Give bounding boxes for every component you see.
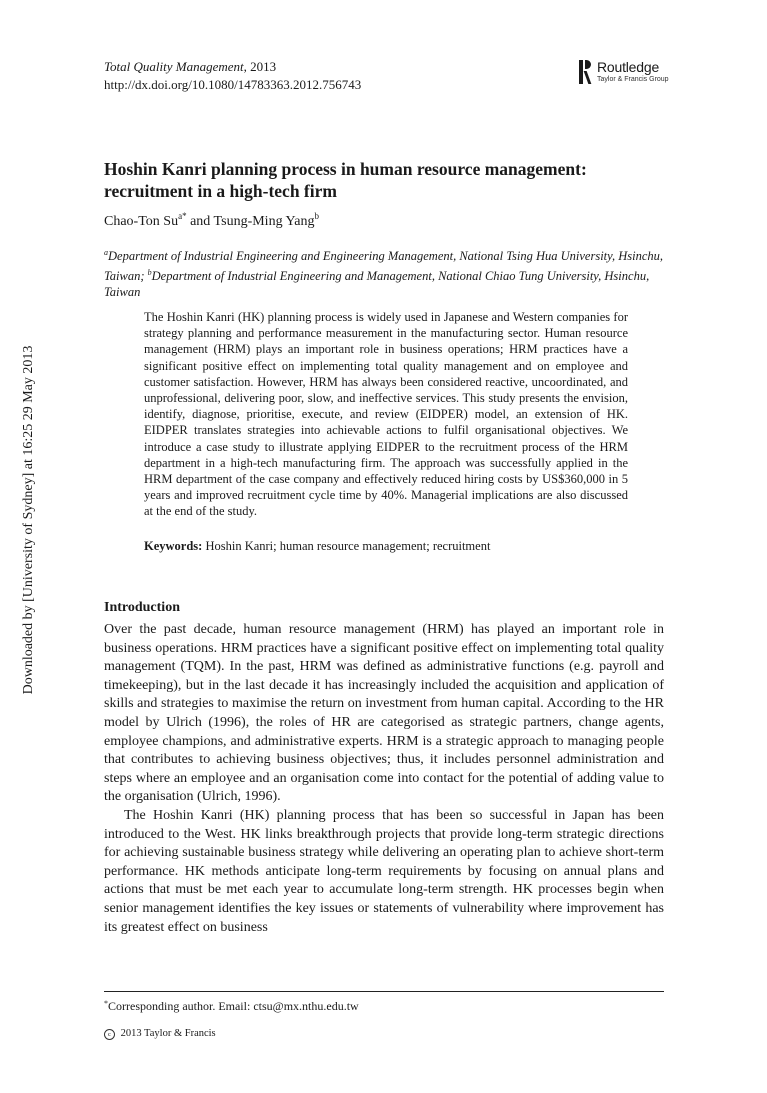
keywords — [144, 538, 490, 554]
publisher-logo — [579, 60, 689, 86]
download-watermark: Downloaded by [University of Sydney] at 16:25 29 May 2013 — [21, 345, 36, 695]
copyright-text: 2013 Taylor & Francis — [118, 1028, 216, 1039]
title-line-1: Hoshin Kanri planning process in human resource management: — [104, 159, 587, 179]
section-heading: Introduction — [104, 600, 180, 615]
body-text — [104, 621, 664, 937]
article-title — [104, 158, 664, 202]
publisher-subtitle: Taylor & Francis Group — [597, 76, 669, 83]
affiliation-a-mark: a — [104, 248, 108, 257]
body-paragraph-2: The Hoshin Kanri (HK) planning process that has been so successful in Japan has been introduced to the West. HK links breakthrough projects that provide long-term strategic directions for achieving sustainable business strategy while delivering an operating plan to achieve short-term performance. HK methods anticipate long-term requirements by focusing on annual plans and actions that must be met each year to accumulate long-term strength. HK processes begin when senior management identifies the key issues or statements of vulnerability where improvement has its greatest effect on business — [104, 807, 664, 935]
author-list — [104, 207, 319, 231]
journal-name: Total Quality Management — [104, 59, 244, 74]
keywords-text: Hoshin Kanri; human resource management; recruitment — [202, 539, 491, 553]
affiliation-b-mark: b — [147, 267, 152, 277]
publisher-name: Routledge — [597, 59, 660, 75]
author-1-mark: a* — [178, 211, 187, 221]
title-line-2: recruitment in a high-tech firm — [104, 181, 337, 201]
routledge-logo-icon — [579, 60, 591, 84]
copyright-line — [104, 1027, 216, 1041]
journal-year: , 2013 — [243, 59, 277, 74]
author-1: Chao-Ton Su — [104, 214, 179, 229]
journal-header — [104, 58, 276, 75]
footnote-mark: * — [104, 999, 108, 1008]
keywords-label: Keywords: — [144, 539, 203, 553]
author-conjunction: and — [186, 214, 214, 229]
footnote-divider — [104, 991, 664, 992]
footnote-text: Corresponding author. Email: ctsu@mx.nthu.edu.tw — [108, 999, 359, 1013]
doi-link[interactable]: http://dx.doi.org/10.1080/14783363.2012.756743 — [104, 77, 362, 92]
affiliation-b: Department of Industrial Engineering and Management, National Chiao Tung University, Hsinchu, Taiwan — [104, 268, 650, 299]
copyright-icon: c — [104, 1029, 115, 1040]
abstract: The Hoshin Kanri (HK) planning process is widely used in Japanese and Western companies for strategy planning and performance measurement in the manufacturing sector. Human resource management (HRM) plays an important role in business operations; HRM practices have a significant positive effect on implementing total quality management and on employee and customer satisfaction. However, HRM has always been considered reactive, uncoordinated, and unprofessional, delivering poor, slow, and ineffective services. This study presents the envision, identify, diagnose, prioritise, execute, and review (EIDPER) model, an extension of HK. EIDPER translates strategies into achievable actions to fulfil organisational objectives. We introduce a case study to illustrate applying EIDPER to the recruitment process of the HRM department in a high-tech manufacturing firm. The approach was successfully applied in the HRM department of the case company and effectively reduced hiring costs by US$360,000 in 5 years and improved recruitment cycle time by 40%. Managerial implications are also discussed at the end of the study. — [144, 310, 628, 519]
affiliations — [104, 245, 664, 301]
author-2-mark: b — [314, 211, 319, 221]
body-paragraph-1: Over the past decade, human resource management (HRM) has played an important role in business operations. HRM practices have a significant positive effect on implementing total quality management (TQM). In the past, HRM was defined as administrative functions (e.g. payroll and timekeeping), but in the last decade it has increasingly included the acquisition and application of skills and strategies to maximise the return on investment from human capital. According to the HR model by Ulrich (1996), the roles of HR are categorised as strategic partners, change agents, employee champions, and administrative experts. HRM is a strategic approach to managing people that contributes to achieving business objectives; thus, it includes personnel administration and steps where an employee and an organisation come into contact for the potential of adding value to the organisation (Ulrich, 1996). — [104, 622, 664, 805]
author-2: Tsung-Ming Yang — [213, 214, 315, 229]
footnote — [104, 996, 359, 1014]
affiliation-a: Department of Industrial Engineering and Engineering Management, National Tsing Hua University, Hsinchu, Taiwan; — [104, 249, 664, 283]
